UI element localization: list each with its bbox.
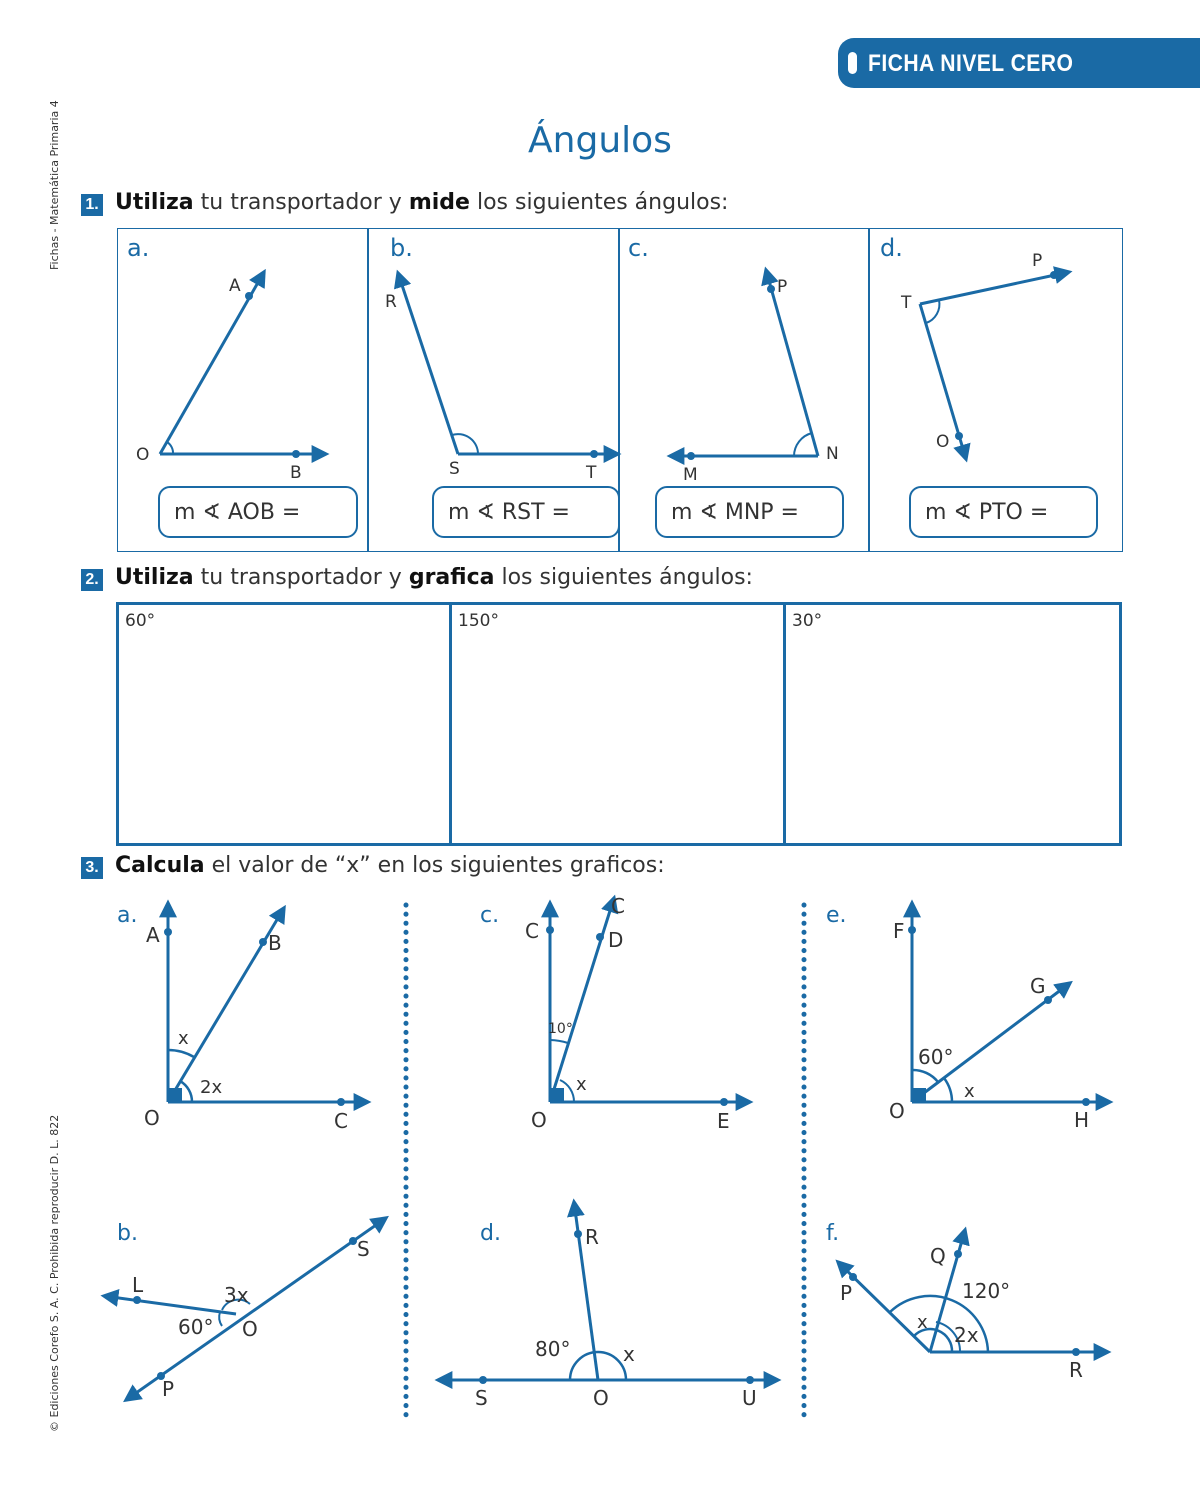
point-R	[396, 277, 404, 285]
label-P: P	[1032, 251, 1043, 271]
right-angle-mark	[550, 1088, 564, 1102]
label-P: P	[777, 277, 788, 297]
q3-figure-f-letter: f.	[826, 1221, 840, 1246]
point-P	[767, 285, 775, 293]
angle-arc-10	[550, 1040, 568, 1043]
point-S	[479, 1376, 487, 1384]
label-R: R	[385, 292, 397, 312]
point-P	[1050, 271, 1058, 279]
label-G: G	[1030, 974, 1046, 998]
q3-figure-e	[912, 903, 1110, 1102]
question-2-number: 2.	[81, 569, 103, 591]
q3-figure-b-letter: b.	[117, 1221, 138, 1246]
ray-TP	[920, 272, 1069, 304]
point-C	[337, 1098, 345, 1106]
question-1-number: 1.	[81, 194, 103, 216]
draw-angle-30-label: 30°	[792, 611, 823, 631]
q1-item-d-letter: d.	[880, 234, 903, 262]
label-C: C	[611, 894, 625, 918]
q3-figure-b	[104, 1218, 386, 1400]
q2-verb2: grafica	[408, 565, 495, 590]
label-H: H	[1074, 1108, 1090, 1132]
q2-text-part1: tu transportador y	[193, 565, 409, 590]
label-O: O	[889, 1099, 905, 1123]
angle-arc	[167, 442, 173, 454]
label-C: C	[525, 919, 539, 943]
measure-answer-box-b[interactable]: m ∢ RST =	[432, 486, 620, 538]
label-2x: 2x	[200, 1077, 223, 1098]
q1-figure-d	[920, 272, 1069, 459]
point-D	[596, 933, 604, 941]
angle-arc-x	[944, 1078, 952, 1102]
label-S: S	[449, 459, 460, 479]
label-P: P	[840, 1281, 853, 1305]
label-x: x	[964, 1081, 975, 1102]
q2-verb: Utiliza	[115, 565, 194, 590]
point-U	[746, 1376, 754, 1384]
angle-arc-60	[912, 1070, 938, 1082]
point-M	[687, 452, 695, 460]
label-80: 80°	[535, 1337, 571, 1361]
page-title: Ángulos	[528, 120, 672, 161]
label-x: x	[576, 1074, 587, 1095]
question-3-number: 3.	[81, 857, 103, 879]
label-3x: 3x	[224, 1283, 249, 1307]
point-O	[955, 432, 963, 440]
ray-SR	[398, 273, 458, 454]
point-B	[292, 450, 300, 458]
q1-item-c-letter: c.	[628, 234, 649, 262]
point-Q	[954, 1250, 962, 1258]
label-x: x	[178, 1028, 189, 1049]
label-O: O	[531, 1108, 547, 1132]
right-angle-marks	[168, 1088, 926, 1102]
dotted-separators	[406, 905, 804, 1420]
label-O: O	[593, 1386, 609, 1410]
label-Q: Q	[930, 1244, 946, 1268]
label-A: A	[146, 923, 160, 947]
label-60: 60°	[178, 1315, 214, 1339]
label-L: L	[132, 1273, 144, 1297]
label-F: F	[893, 919, 905, 943]
point-E	[720, 1098, 728, 1106]
q1-figure-c	[670, 270, 818, 456]
label-60: 60°	[918, 1045, 954, 1069]
q3-text-part1: el valor de “x” en los siguientes graficos:	[204, 853, 665, 878]
angle-arc-60	[219, 1312, 222, 1326]
q1-verb2: mide	[408, 190, 470, 215]
q1-item-a-letter: a.	[127, 234, 150, 262]
q3-verb: Calcula	[115, 853, 205, 878]
point-T	[590, 450, 598, 458]
level-banner-text: FICHA NIVEL CERO	[868, 50, 1074, 77]
point-R	[1072, 1348, 1080, 1356]
label-T: T	[901, 293, 912, 313]
label-120: 120°	[962, 1279, 1011, 1303]
label-R: R	[585, 1225, 599, 1249]
label-S: S	[475, 1386, 488, 1410]
q1-item-b-letter: b.	[390, 234, 413, 262]
label-M: M	[683, 465, 698, 485]
label-B: B	[290, 463, 302, 483]
point-A	[164, 928, 172, 936]
ray-OL	[104, 1296, 236, 1314]
ray-OD	[550, 898, 614, 1102]
ray-NP	[766, 270, 818, 456]
side-copyright: © Ediciones Corefo S. A. C. Prohibida reproducir D. L. 822	[48, 1114, 61, 1432]
label-N: N	[826, 444, 839, 464]
point-R	[574, 1230, 582, 1238]
q3-figure-e-letter: e.	[826, 903, 847, 928]
q3-figure-a-letter: a.	[117, 903, 138, 928]
point-S	[349, 1237, 357, 1245]
label-B: B	[268, 931, 282, 955]
label-O: O	[242, 1317, 258, 1341]
label-A: A	[229, 276, 241, 296]
point-B	[259, 938, 267, 946]
q1-text-part2: los siguientes ángulos:	[469, 190, 729, 215]
label-O: O	[136, 445, 150, 465]
q3-figure-d-letter: d.	[480, 1221, 501, 1246]
draw-angle-60-label: 60°	[125, 611, 156, 631]
label-O: O	[936, 432, 950, 452]
point-F	[908, 926, 916, 934]
label-S: S	[357, 1237, 370, 1261]
label-E: E	[717, 1109, 730, 1133]
measure-answer-box-d[interactable]: m ∢ PTO =	[909, 486, 1098, 538]
q3-figure-c	[550, 898, 750, 1102]
point-A	[245, 292, 253, 300]
point-L	[133, 1296, 141, 1304]
q2-text-part2: los siguientes ángulos:	[494, 565, 753, 590]
label-D: D	[608, 928, 624, 952]
right-angle-mark	[168, 1088, 182, 1102]
q1-text-part1: tu transportador y	[193, 190, 409, 215]
label-C: C	[334, 1109, 348, 1133]
label-x: x	[917, 1312, 928, 1333]
label-T: T	[586, 463, 597, 483]
point-H	[1082, 1098, 1090, 1106]
label-2x: 2x	[954, 1323, 979, 1347]
label-U: U	[742, 1386, 757, 1410]
q3-figure-c-letter: c.	[480, 903, 500, 928]
point-P	[849, 1273, 857, 1281]
line-PS	[126, 1218, 386, 1400]
measure-answer-box-c[interactable]: m ∢ MNP =	[655, 486, 844, 538]
label-O: O	[144, 1106, 160, 1130]
right-angle-mark	[912, 1088, 926, 1102]
angle-arc-x	[168, 1050, 194, 1057]
side-series-label: Fichas - Matemática Primaria 4	[48, 100, 61, 270]
ray-OB	[168, 908, 284, 1102]
label-x: x	[623, 1342, 635, 1366]
measure-answer-box-a[interactable]: m ∢ AOB =	[158, 486, 358, 538]
q1-figure-b	[398, 273, 618, 454]
draw-angle-150-label: 150°	[458, 611, 499, 631]
label-10: 10°	[548, 1021, 573, 1037]
angle-arc	[794, 433, 812, 456]
label-P: P	[162, 1377, 175, 1401]
point-C	[546, 926, 554, 934]
q1-verb: Utiliza	[115, 190, 194, 215]
q1-figure-a	[160, 272, 326, 454]
label-R: R	[1069, 1358, 1083, 1382]
